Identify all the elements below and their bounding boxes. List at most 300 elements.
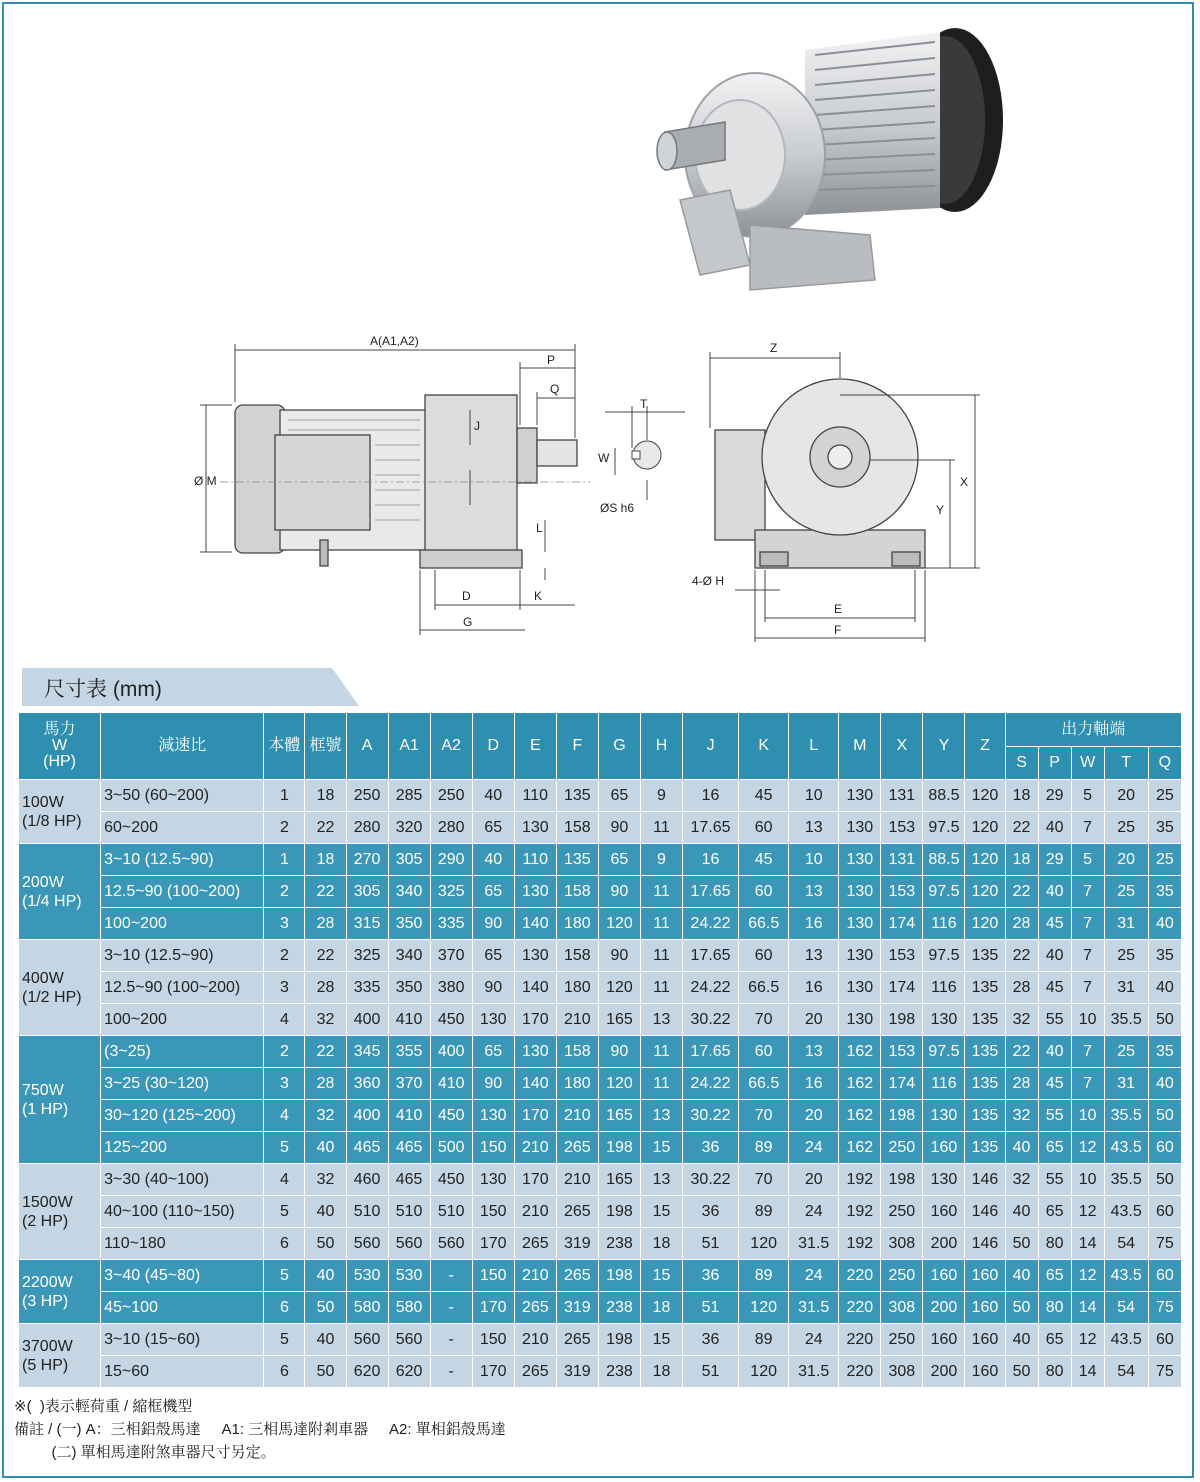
value-cell: 20 — [789, 1004, 839, 1036]
value-cell: 162 — [839, 1132, 881, 1164]
value-cell: 120 — [965, 844, 1005, 876]
value-cell: 220 — [839, 1356, 881, 1388]
value-cell: 45 — [1038, 1068, 1071, 1100]
value-cell: 30.22 — [683, 1004, 739, 1036]
value-cell: 75 — [1148, 1292, 1181, 1324]
value-cell: 130 — [839, 940, 881, 972]
value-cell: 325 — [430, 876, 472, 908]
ratio-cell: 100~200 — [101, 908, 264, 940]
value-cell: 350 — [388, 908, 430, 940]
value-cell: 65 — [472, 876, 514, 908]
value-cell: 5 — [264, 1132, 305, 1164]
value-cell: 70 — [739, 1164, 789, 1196]
value-cell: 158 — [556, 940, 598, 972]
value-cell: - — [430, 1356, 472, 1388]
value-cell: 174 — [881, 1068, 923, 1100]
ratio-cell: 3~10 (12.5~90) — [101, 844, 264, 876]
value-cell: 13 — [789, 940, 839, 972]
value-cell: 158 — [556, 876, 598, 908]
value-cell: 20 — [789, 1100, 839, 1132]
value-cell: 146 — [965, 1164, 1005, 1196]
label-g: G — [463, 615, 473, 629]
header-dim-g: G — [598, 713, 640, 780]
value-cell: 198 — [881, 1164, 923, 1196]
value-cell: 55 — [1038, 1004, 1071, 1036]
value-cell: 40 — [1038, 1036, 1071, 1068]
value-cell: 24 — [789, 1132, 839, 1164]
value-cell: 43.5 — [1104, 1196, 1148, 1228]
value-cell: 345 — [346, 1036, 388, 1068]
value-cell: 32 — [305, 1164, 346, 1196]
value-cell: 65 — [1038, 1196, 1071, 1228]
value-cell: 65 — [1038, 1260, 1071, 1292]
value-cell: 50 — [1005, 1356, 1038, 1388]
value-cell: 22 — [1005, 940, 1038, 972]
value-cell: 32 — [1005, 1004, 1038, 1036]
value-cell: 18 — [305, 780, 346, 812]
value-cell: 530 — [388, 1260, 430, 1292]
value-cell: 13 — [789, 1036, 839, 1068]
value-cell: 88.5 — [923, 844, 965, 876]
header-shaft-q: Q — [1148, 747, 1181, 780]
value-cell: 140 — [514, 1068, 556, 1100]
value-cell: 120 — [965, 812, 1005, 844]
value-cell: 50 — [305, 1356, 346, 1388]
value-cell: 31.5 — [789, 1228, 839, 1260]
value-cell: 70 — [739, 1100, 789, 1132]
value-cell: 10 — [789, 780, 839, 812]
value-cell: 450 — [430, 1100, 472, 1132]
value-cell: 135 — [965, 1068, 1005, 1100]
value-cell: 40 — [305, 1324, 346, 1356]
value-cell: 88.5 — [923, 780, 965, 812]
value-cell: 36 — [683, 1260, 739, 1292]
value-cell: 40 — [305, 1260, 346, 1292]
value-cell: 11 — [640, 1068, 682, 1100]
value-cell: 319 — [556, 1228, 598, 1260]
value-cell: 130 — [839, 1004, 881, 1036]
value-cell: 65 — [472, 940, 514, 972]
value-cell: 51 — [683, 1228, 739, 1260]
ratio-cell: 60~200 — [101, 812, 264, 844]
value-cell: 16 — [683, 844, 739, 876]
value-cell: 270 — [346, 844, 388, 876]
value-cell: 18 — [1005, 844, 1038, 876]
value-cell: 40 — [472, 844, 514, 876]
value-cell: 315 — [346, 908, 388, 940]
value-cell: 160 — [965, 1260, 1005, 1292]
side-view — [235, 395, 577, 568]
value-cell: 54 — [1104, 1292, 1148, 1324]
value-cell: 560 — [388, 1228, 430, 1260]
value-cell: 5 — [264, 1260, 305, 1292]
value-cell: 80 — [1038, 1228, 1071, 1260]
value-cell: 110 — [514, 844, 556, 876]
value-cell: 12 — [1071, 1132, 1104, 1164]
value-cell: 130 — [923, 1004, 965, 1036]
table-row — [19, 876, 1182, 908]
value-cell: 6 — [264, 1292, 305, 1324]
value-cell: - — [430, 1324, 472, 1356]
value-cell: 11 — [640, 812, 682, 844]
value-cell: 22 — [1005, 1036, 1038, 1068]
value-cell: 170 — [514, 1164, 556, 1196]
front-view — [715, 379, 925, 568]
value-cell: 28 — [305, 1068, 346, 1100]
value-cell: 160 — [923, 1132, 965, 1164]
value-cell: 31 — [1104, 908, 1148, 940]
value-cell: 60 — [739, 876, 789, 908]
value-cell: 90 — [472, 908, 514, 940]
value-cell: 40 — [1038, 940, 1071, 972]
value-cell: 4 — [264, 1100, 305, 1132]
value-cell: 75 — [1148, 1356, 1181, 1388]
value-cell: 17.65 — [683, 940, 739, 972]
header-dim-m: M — [839, 713, 881, 780]
table-row — [19, 1132, 1182, 1164]
power-cell: 200W (1/4 HP) — [19, 844, 101, 940]
value-cell: 40 — [1005, 1324, 1038, 1356]
table-row — [19, 1036, 1182, 1068]
value-cell: 43.5 — [1104, 1260, 1148, 1292]
value-cell: 5 — [1071, 844, 1104, 876]
value-cell: 18 — [640, 1292, 682, 1324]
value-cell: 18 — [1005, 780, 1038, 812]
value-cell: 160 — [923, 1196, 965, 1228]
value-cell: 135 — [965, 972, 1005, 1004]
value-cell: 35.5 — [1104, 1004, 1148, 1036]
value-cell: 25 — [1104, 812, 1148, 844]
value-cell: 40 — [1148, 1068, 1181, 1100]
value-cell: 15 — [640, 1132, 682, 1164]
header-dim-z: Z — [965, 713, 1005, 780]
ratio-cell: 12.5~90 (100~200) — [101, 972, 264, 1004]
value-cell: 135 — [965, 1004, 1005, 1036]
table-row — [19, 940, 1182, 972]
table-row — [19, 1292, 1182, 1324]
value-cell: 25 — [1148, 780, 1181, 812]
value-cell: 65 — [598, 780, 640, 812]
value-cell: 150 — [472, 1196, 514, 1228]
value-cell: 250 — [881, 1132, 923, 1164]
value-cell: 22 — [305, 940, 346, 972]
value-cell: 50 — [1005, 1228, 1038, 1260]
power-cell: 400W (1/2 HP) — [19, 940, 101, 1036]
header-power: 馬力 W (HP) — [19, 713, 101, 780]
value-cell: 10 — [1071, 1004, 1104, 1036]
label-f: F — [834, 623, 842, 637]
table-row — [19, 972, 1182, 1004]
value-cell: 7 — [1071, 1068, 1104, 1100]
value-cell: 120 — [965, 876, 1005, 908]
value-cell: 250 — [881, 1260, 923, 1292]
value-cell: 22 — [305, 876, 346, 908]
value-cell: 7 — [1071, 972, 1104, 1004]
value-cell: 30.22 — [683, 1100, 739, 1132]
value-cell: 66.5 — [739, 972, 789, 1004]
value-cell: 70 — [739, 1004, 789, 1036]
value-cell: 400 — [430, 1036, 472, 1068]
value-cell: 22 — [305, 1036, 346, 1068]
note-line: 備註 / (一) A：三相鋁殼馬達 A1: 三相馬達附剎車器 A2: 單相鋁殼馬達 — [14, 1421, 506, 1438]
value-cell: 131 — [881, 780, 923, 812]
value-cell: 146 — [965, 1228, 1005, 1260]
value-cell: 174 — [881, 908, 923, 940]
value-cell: 97.5 — [923, 1036, 965, 1068]
value-cell: 7 — [1071, 876, 1104, 908]
header-shaft-p: P — [1038, 747, 1071, 780]
value-cell: 45 — [739, 780, 789, 812]
value-cell: 250 — [881, 1324, 923, 1356]
value-cell: 89 — [739, 1260, 789, 1292]
value-cell: 13 — [789, 812, 839, 844]
value-cell: 16 — [789, 1068, 839, 1100]
value-cell: 510 — [388, 1196, 430, 1228]
value-cell: 130 — [839, 908, 881, 940]
label-q: Q — [550, 382, 560, 396]
value-cell: 16 — [789, 972, 839, 1004]
value-cell: 210 — [556, 1164, 598, 1196]
table-row — [19, 1356, 1182, 1388]
value-cell: 24.22 — [683, 1068, 739, 1100]
value-cell: 160 — [923, 1324, 965, 1356]
value-cell: 20 — [1104, 780, 1148, 812]
value-cell: 12 — [1071, 1260, 1104, 1292]
ratio-cell: 30~120 (125~200) — [101, 1100, 264, 1132]
power-cell: 1500W (2 HP) — [19, 1164, 101, 1260]
value-cell: 13 — [640, 1004, 682, 1036]
label-t: T — [640, 397, 648, 411]
value-cell: 308 — [881, 1292, 923, 1324]
label-a: A(A1,A2) — [370, 334, 419, 348]
value-cell: 2 — [264, 876, 305, 908]
value-cell: 32 — [1005, 1100, 1038, 1132]
value-cell: 130 — [839, 876, 881, 908]
value-cell: 89 — [739, 1324, 789, 1356]
value-cell: 65 — [598, 844, 640, 876]
value-cell: 28 — [1005, 972, 1038, 1004]
value-cell: 220 — [839, 1324, 881, 1356]
value-cell: 17.65 — [683, 1036, 739, 1068]
value-cell: 162 — [839, 1100, 881, 1132]
value-cell: 370 — [388, 1068, 430, 1100]
value-cell: 13 — [640, 1164, 682, 1196]
value-cell: 530 — [346, 1260, 388, 1292]
value-cell: 5 — [264, 1324, 305, 1356]
value-cell: 140 — [514, 908, 556, 940]
value-cell: 97.5 — [923, 876, 965, 908]
value-cell: 36 — [683, 1196, 739, 1228]
value-cell: 3 — [264, 1068, 305, 1100]
value-cell: 170 — [472, 1356, 514, 1388]
value-cell: 35 — [1148, 812, 1181, 844]
value-cell: 120 — [598, 908, 640, 940]
value-cell: 410 — [430, 1068, 472, 1100]
value-cell: 510 — [346, 1196, 388, 1228]
value-cell: 130 — [839, 844, 881, 876]
value-cell: 130 — [839, 780, 881, 812]
dimension-drawing — [180, 330, 1000, 645]
value-cell: 120 — [965, 908, 1005, 940]
value-cell: 198 — [881, 1004, 923, 1036]
value-cell: 198 — [598, 1260, 640, 1292]
header-dim-h: H — [640, 713, 682, 780]
value-cell: 340 — [388, 940, 430, 972]
value-cell: 620 — [388, 1356, 430, 1388]
value-cell: 130 — [514, 940, 556, 972]
value-cell: 120 — [739, 1292, 789, 1324]
value-cell: 16 — [789, 908, 839, 940]
label-h: 4-Ø H — [692, 574, 725, 588]
value-cell: 130 — [839, 972, 881, 1004]
note-line: (二) 單相馬達附煞車器尺寸另定。 — [14, 1444, 276, 1461]
value-cell: 80 — [1038, 1356, 1071, 1388]
value-cell: 22 — [1005, 812, 1038, 844]
value-cell: 80 — [1038, 1292, 1071, 1324]
value-cell: 174 — [881, 972, 923, 1004]
value-cell: 10 — [789, 844, 839, 876]
value-cell: 50 — [1148, 1004, 1181, 1036]
value-cell: 370 — [430, 940, 472, 972]
value-cell: 116 — [923, 908, 965, 940]
value-cell: 31 — [1104, 972, 1148, 1004]
value-cell: 180 — [556, 972, 598, 1004]
value-cell: 40 — [472, 780, 514, 812]
value-cell: 400 — [346, 1100, 388, 1132]
value-cell: 120 — [965, 780, 1005, 812]
table-row — [19, 1324, 1182, 1356]
value-cell: 153 — [881, 1036, 923, 1068]
section-title: 尺寸表 (mm) — [44, 678, 162, 701]
value-cell: 31.5 — [789, 1356, 839, 1388]
value-cell: 410 — [388, 1100, 430, 1132]
value-cell: 60 — [1148, 1196, 1181, 1228]
value-cell: 66.5 — [739, 908, 789, 940]
value-cell: 120 — [739, 1356, 789, 1388]
value-cell: 7 — [1071, 812, 1104, 844]
value-cell: 12 — [1071, 1196, 1104, 1228]
table-row — [19, 1164, 1182, 1196]
label-y: Y — [936, 503, 945, 517]
value-cell: 210 — [514, 1132, 556, 1164]
value-cell: 410 — [388, 1004, 430, 1036]
value-cell: 160 — [965, 1324, 1005, 1356]
value-cell: 560 — [430, 1228, 472, 1260]
value-cell: 250 — [881, 1196, 923, 1228]
value-cell: 250 — [430, 780, 472, 812]
value-cell: 28 — [1005, 908, 1038, 940]
value-cell: 165 — [598, 1164, 640, 1196]
value-cell: 355 — [388, 1036, 430, 1068]
header-shaft-s: S — [1005, 747, 1038, 780]
value-cell: 200 — [923, 1292, 965, 1324]
value-cell: 265 — [514, 1356, 556, 1388]
value-cell: 238 — [598, 1292, 640, 1324]
header-dim-y: Y — [923, 713, 965, 780]
value-cell: 40 — [1038, 812, 1071, 844]
value-cell: 560 — [388, 1324, 430, 1356]
value-cell: 120 — [598, 972, 640, 1004]
label-j: J — [474, 419, 480, 433]
value-cell: 116 — [923, 972, 965, 1004]
value-cell: 265 — [556, 1260, 598, 1292]
value-cell: 45 — [1038, 908, 1071, 940]
value-cell: 210 — [514, 1196, 556, 1228]
value-cell: 210 — [514, 1260, 556, 1292]
value-cell: 400 — [346, 1004, 388, 1036]
value-cell: 1 — [264, 844, 305, 876]
value-cell: 210 — [556, 1004, 598, 1036]
value-cell: 135 — [965, 940, 1005, 972]
value-cell: 285 — [388, 780, 430, 812]
value-cell: 16 — [683, 780, 739, 812]
value-cell: 335 — [346, 972, 388, 1004]
value-cell: 265 — [556, 1324, 598, 1356]
table-row — [19, 1004, 1182, 1036]
value-cell: 7 — [1071, 1036, 1104, 1068]
value-cell: 54 — [1104, 1356, 1148, 1388]
value-cell: 36 — [683, 1324, 739, 1356]
value-cell: 130 — [514, 1036, 556, 1068]
value-cell: 350 — [388, 972, 430, 1004]
value-cell: 130 — [472, 1004, 514, 1036]
header-dim-a: A — [346, 713, 388, 780]
table-row — [19, 908, 1182, 940]
value-cell: 170 — [472, 1292, 514, 1324]
value-cell: 51 — [683, 1292, 739, 1324]
value-cell: 40 — [305, 1132, 346, 1164]
value-cell: 162 — [839, 1068, 881, 1100]
value-cell: 198 — [598, 1324, 640, 1356]
value-cell: 31.5 — [789, 1292, 839, 1324]
value-cell: 18 — [305, 844, 346, 876]
table-row — [19, 1100, 1182, 1132]
value-cell: 75 — [1148, 1228, 1181, 1260]
value-cell: 7 — [1071, 940, 1104, 972]
value-cell: 54 — [1104, 1228, 1148, 1260]
gear-motor-photo — [640, 10, 1050, 320]
value-cell: 160 — [923, 1260, 965, 1292]
ratio-cell: 15~60 — [101, 1356, 264, 1388]
value-cell: 28 — [305, 972, 346, 1004]
value-cell: 50 — [305, 1292, 346, 1324]
dimension-table — [18, 712, 1182, 1388]
label-e: E — [834, 602, 843, 616]
value-cell: 17.65 — [683, 876, 739, 908]
value-cell: 335 — [430, 908, 472, 940]
value-cell: 170 — [514, 1004, 556, 1036]
value-cell: 130 — [472, 1164, 514, 1196]
value-cell: 32 — [1005, 1164, 1038, 1196]
value-cell: 465 — [388, 1164, 430, 1196]
value-cell: 45 — [1038, 972, 1071, 1004]
value-cell: 40 — [1148, 972, 1181, 1004]
value-cell: 11 — [640, 908, 682, 940]
value-cell: 280 — [430, 812, 472, 844]
value-cell: 150 — [472, 1324, 514, 1356]
value-cell: 9 — [640, 844, 682, 876]
value-cell: 24.22 — [683, 908, 739, 940]
value-cell: 90 — [472, 972, 514, 1004]
value-cell: 380 — [430, 972, 472, 1004]
table-row — [19, 844, 1182, 876]
value-cell: 280 — [346, 812, 388, 844]
value-cell: 220 — [839, 1260, 881, 1292]
ratio-cell: 3~10 (15~60) — [101, 1324, 264, 1356]
value-cell: 200 — [923, 1228, 965, 1260]
value-cell: 198 — [881, 1100, 923, 1132]
value-cell: 90 — [472, 1068, 514, 1100]
